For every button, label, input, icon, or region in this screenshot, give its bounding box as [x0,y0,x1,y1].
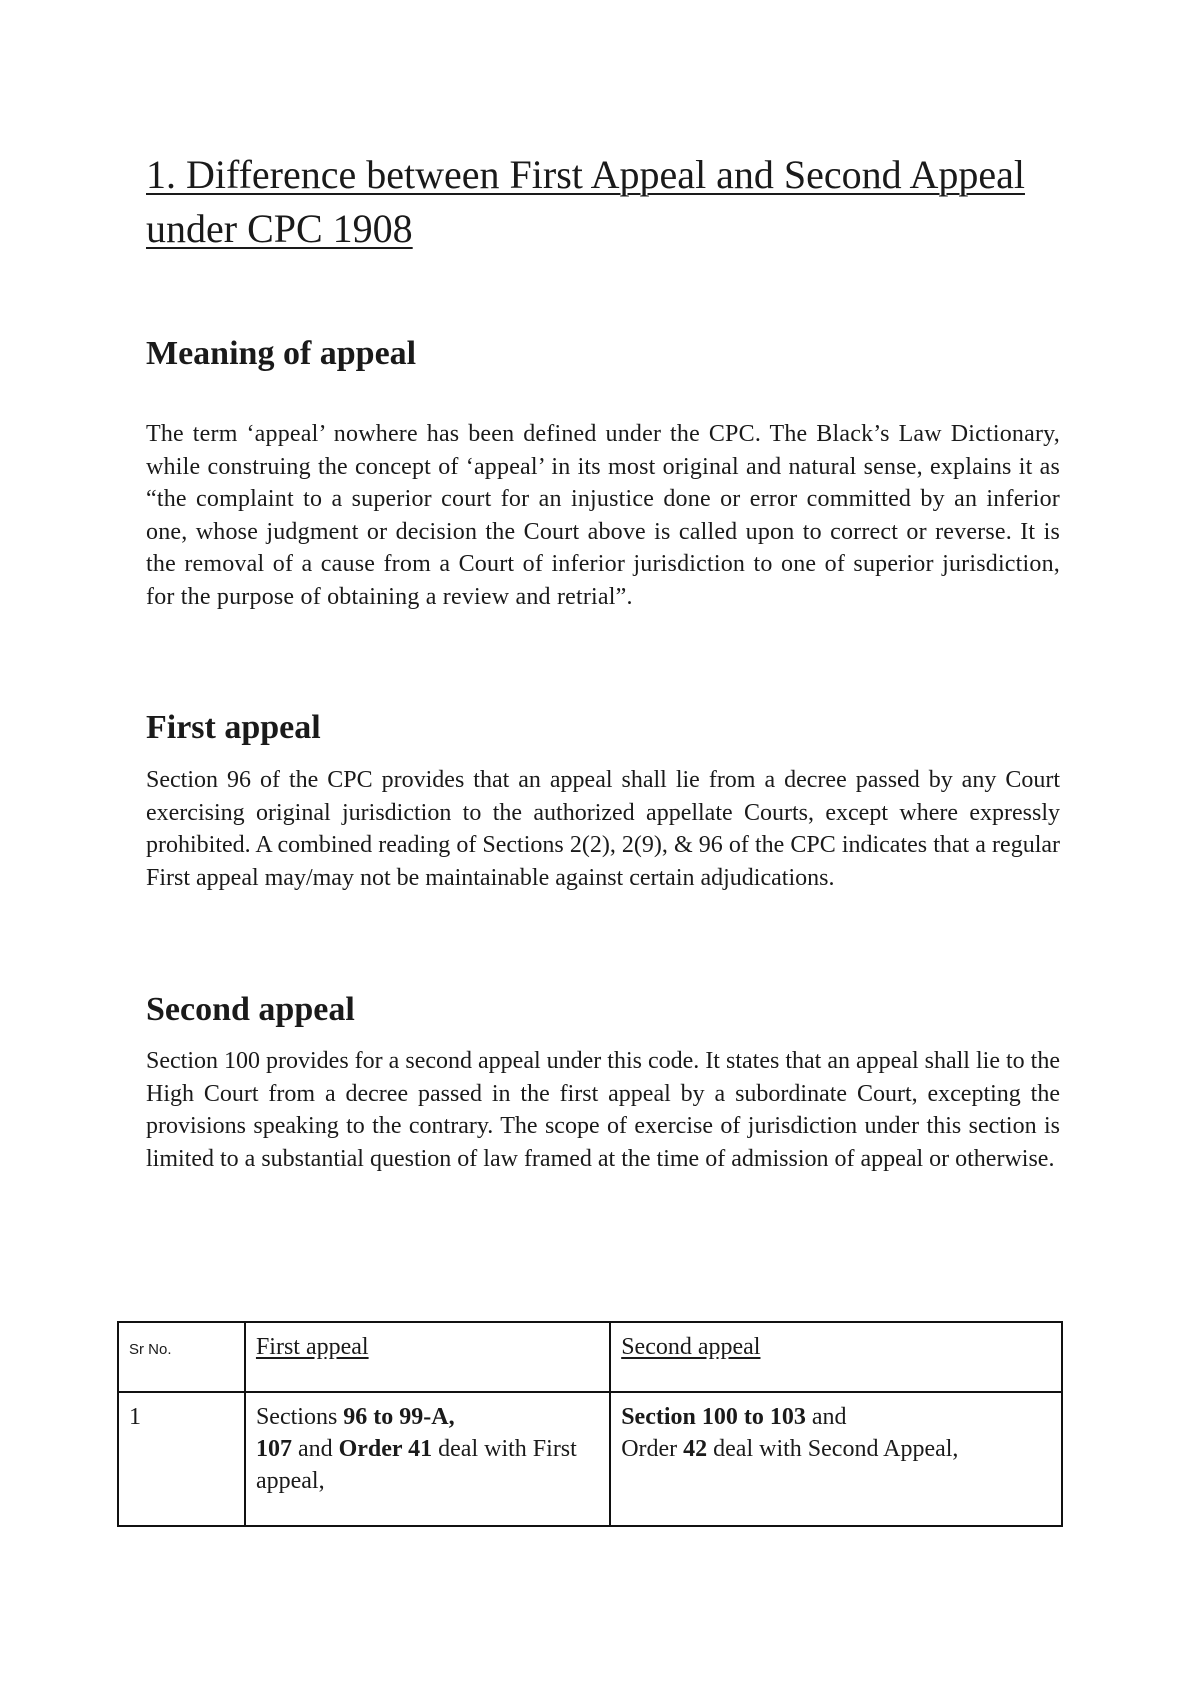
cell-sr-no [118,1392,245,1526]
section-heading-second-appeal: Second appeal [146,991,355,1028]
second-appeal-text-2: Order [621,1436,684,1462]
row-sr-number: 1 [129,1404,141,1430]
header-cell-second-appeal [610,1322,1062,1392]
header-second-appeal-label: Second appeal [621,1334,761,1360]
header-sr-no-label: Sr No. [129,1341,172,1358]
table-row [118,1392,1062,1526]
first-appeal-sections-bold: 96 to 99-A, [343,1404,455,1430]
section-heading-first-appeal: First appeal [146,709,321,746]
first-appeal-text-3: deal with First appeal, [255,1436,577,1494]
header-first-appeal-label: First appeal [255,1334,369,1360]
table-header-row [118,1322,1062,1392]
first-appeal-text-1: Sections [255,1404,344,1430]
document-title: 1. Difference between First Appeal and Second Appeal under CPC 1908 [146,152,1025,251]
second-appeal-text-3: deal with Second Appeal, [707,1436,959,1462]
paragraph-first-appeal: Section 96 of the CPC provides that an appeal shall lie from a decree passed by any Court exercising original jurisdiction to the authorized appellate Courts, except where expressly prohibited. A combined reading of Sections 2(2), 2(9), & 96 of the CPC indicates that a regular First appeal may/may not be maintainable against certain adjudications. [146,767,1060,891]
paragraph-second-appeal: Section 100 provides for a second appeal under this code. It states that an appeal shall lie to the High Court from a decree passed in the first appeal by a subordinate Court, excepting the provisions speaking to the contrary. The scope of exercise of jurisdiction under this section is limited to a substantial question of law framed at the time of admission of appeal or otherwise. [146,1048,1060,1172]
second-appeal-text-1: and [805,1404,847,1430]
first-appeal-order-bold: Order 41 [338,1436,433,1462]
paragraph-meaning-of-appeal: The term ‘appeal’ nowhere has been defined under the CPC. The Black’s Law Dictionary, while construing the concept of ‘appeal’ in its most original and natural sense, explains it as “the complaint to a superior court for an injustice done or error committed by an inferior one, whose judgment or decision the Court above is called upon to correct or reverse. It is the removal of a cause from a Court of inferior jurisdiction to one of superior jurisdiction, for the purpose of obtaining a review and retrial”. [146,421,1060,610]
header-cell-sr-no [118,1322,245,1392]
first-appeal-text-2: and [291,1436,339,1462]
cell-first-appeal [245,1392,610,1526]
first-appeal-section-107-bold: 107 [255,1436,292,1462]
comparison-table [117,1321,1063,1527]
section-heading-meaning-of-appeal: Meaning of appeal [146,335,417,372]
header-cell-first-appeal [245,1322,610,1392]
cell-second-appeal [610,1392,1062,1526]
second-appeal-sections-bold: Section 100 to 103 [621,1404,806,1430]
second-appeal-order-bold: 42 [683,1436,708,1462]
